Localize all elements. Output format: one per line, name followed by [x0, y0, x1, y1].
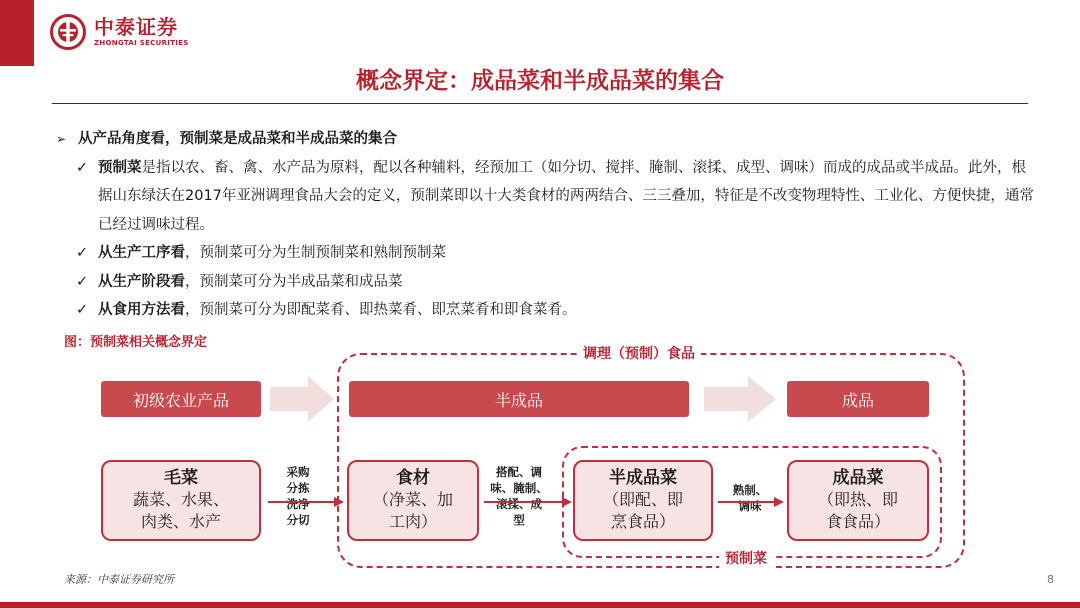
large-right-arrow-icon	[704, 376, 776, 422]
box-finished-dish	[787, 460, 929, 541]
box-ingredients-title: 食材	[396, 468, 430, 488]
checkmark-icon: ✓	[76, 273, 89, 290]
page-number: 8	[1047, 573, 1054, 586]
sub-point-3-lead: 从生产阶段看	[98, 273, 185, 290]
box-semi-finished-dish-line2: 烹食品）	[610, 512, 675, 531]
process-label-purchase: 采购 分拣 洗净 分切	[286, 465, 310, 527]
main-point-text: 从产品角度看，预制菜是成品菜和半成品菜的集合	[78, 131, 397, 147]
box-raw-vegetables	[101, 460, 261, 541]
box-raw-vegetables-title: 毛菜	[164, 468, 198, 488]
source-note: 来源：中泰证券研究所	[64, 573, 174, 586]
left-accent-bar	[0, 0, 34, 66]
box-semi-finished-dish	[573, 460, 713, 541]
process-arrow-icon	[268, 496, 344, 508]
checkmark-icon: ✓	[76, 159, 89, 176]
figure-caption: 图：预制菜相关概念界定	[64, 335, 208, 350]
box-finished-dish-title: 成品菜	[832, 468, 884, 488]
sub-point-4-lead: 从食用方法看	[98, 302, 185, 318]
sub-point-3	[56, 268, 1036, 297]
box-finished-dish-line1: （即热、即	[817, 490, 898, 509]
slide-title: 概念界定：成品菜和半成品菜的集合	[356, 67, 724, 94]
arrow-bullet-icon: ➢	[56, 132, 67, 146]
process-label-mixing: 搭配、调 味、腌制、 滚揉、成 型	[490, 465, 548, 527]
stage-bar-raw-products: 初级农业产品	[101, 381, 261, 417]
sub-point-1-text: 是指以农、畜、禽、水产品为原料，配以各种辅料，经预加工（如分切、搅拌、腌制、滚揉、成型、调味）而成的成品或半成品。此外，根据山东绿沃在2017年亚洲调理食品大会的定义，预制菜即以十大类食材的两两结合、三三叠加，特征是不改变物理特性、工业化、方便快捷，通常已经过调味过程。	[98, 159, 1034, 233]
box-raw-vegetables-line1: 蔬菜、水果、	[132, 490, 229, 509]
process-arrow-icon	[484, 496, 572, 508]
main-point	[56, 125, 1036, 154]
sub-point-2	[56, 239, 1036, 268]
logo-chinese-name: 中泰证券	[94, 15, 178, 39]
process-label-cooking: 熟制、 调味	[732, 483, 768, 513]
sub-point-1-lead: 预制菜	[98, 159, 142, 176]
checkmark-icon: ✓	[76, 245, 89, 261]
yuzhicai-group-label: 预制菜	[719, 548, 773, 568]
checkmark-icon: ✓	[76, 302, 89, 318]
box-semi-finished-dish-line1: （即配、即	[602, 490, 683, 509]
sub-point-4	[56, 296, 1036, 325]
process-arrow-icon	[718, 496, 784, 508]
bottom-accent-bar	[0, 602, 1080, 608]
title-divider	[52, 103, 1028, 104]
box-semi-finished-dish-title: 半成品菜	[609, 468, 677, 488]
sub-point-3-text: ，预制菜可分为半成品菜和成品菜	[185, 273, 403, 290]
sub-point-1	[56, 154, 1036, 240]
sub-point-4-text: ，预制菜可分为即配菜肴、即热菜肴、即烹菜肴和即食菜肴。	[185, 302, 577, 318]
zhongtai-logo-icon	[50, 14, 86, 50]
box-finished-dish-line2: 食食品）	[825, 512, 890, 531]
logo-english-name: ZHONGTAI SECURITIES	[94, 39, 189, 47]
large-right-arrow-icon	[270, 376, 334, 422]
box-raw-vegetables-line2: 肉类、水产	[140, 512, 221, 531]
box-ingredients-line2: 工肉）	[388, 512, 437, 531]
content-points	[56, 125, 1036, 325]
box-ingredients	[347, 460, 479, 541]
company-logo	[50, 14, 189, 50]
stage-bar-finished: 成品	[787, 381, 929, 417]
stage-bar-semi-finished: 半成品	[349, 381, 689, 417]
box-ingredients-line1: （净菜、加	[372, 490, 453, 509]
sub-point-2-lead: 从生产工序看	[98, 245, 185, 261]
sub-point-2-text: ，预制菜可分为生制预制菜和熟制预制菜	[185, 245, 446, 261]
prepared-food-group-label: 调理（预制）食品	[577, 343, 701, 363]
